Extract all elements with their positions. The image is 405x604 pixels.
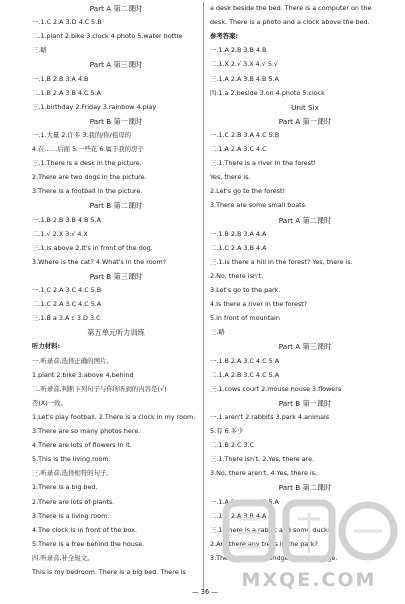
answer-line: 4.Is there a river in the forest? bbox=[210, 300, 308, 309]
answer-line: Yes, there is. bbox=[210, 173, 251, 182]
answer-line: 三.1.There isn't. 2.Yes, there are. bbox=[210, 455, 315, 464]
section-heading: Part B 第二课时 bbox=[278, 483, 332, 493]
section-heading: Part A 第一课时 bbox=[278, 116, 332, 126]
answer-line: 二.听录音,判断下列句子与你所听到的内容是(√) bbox=[32, 384, 167, 393]
answer-line: 2.There are lots of plants. bbox=[32, 497, 115, 506]
answer-line: 5.有 6.多少 bbox=[210, 427, 244, 435]
answer-line: 3.There is a living room. bbox=[32, 511, 110, 520]
answer-line: 二.1.X 2.√ 3.X 4.√ 5.√ bbox=[210, 60, 279, 69]
answer-line: 三.1.is above 2.It's in front of the dog. bbox=[32, 243, 153, 252]
answer-line: 一.1.aren't 2.rabbits 3.park 4.animals bbox=[210, 412, 330, 421]
answer-line: 一.1.大量 2.许多 3.我的/你/祖母的 bbox=[32, 130, 131, 139]
answer-line: 一.1.C 2.A 3.C 4.C 5.B bbox=[32, 286, 102, 294]
answer-line: desk. There is a photo and a clock above the bed. bbox=[210, 18, 370, 27]
answer-line: 二.1.plant 2.bike 3.clock 4.photo 5.water bottle bbox=[32, 32, 183, 41]
section-heading: Unit Six bbox=[291, 102, 319, 112]
answer-line: 一.1.B 2.A 3.C 4.C 5.A bbox=[210, 356, 280, 365]
answer-line: 2.Let's go to the forest! bbox=[210, 187, 286, 196]
answer-line: 三.1.cows court 2.mouse house 3.flowers bbox=[210, 384, 342, 393]
answer-line: 参考答案: bbox=[210, 32, 239, 41]
answer-line: 3.There are some small boats. bbox=[210, 201, 308, 210]
answer-line: 三.略 bbox=[32, 46, 47, 55]
column-divider bbox=[203, 2, 204, 590]
answer-line: 三.略 bbox=[210, 328, 225, 337]
answer-line: 4.There are lots of flowers in it. bbox=[32, 441, 132, 450]
answer-line: 三.1.birthday 2.Friday 3.rainbow 4.play bbox=[32, 102, 157, 111]
answer-line: 四.听录音,补全短文。 bbox=[32, 553, 94, 562]
answer-line: 三.1.Is there a hill in the forest? Yes, there is. bbox=[210, 257, 353, 266]
answer-line: 三.1.There is a rabbit and some ducks. bbox=[210, 525, 334, 534]
answer-line: 5.There is a tree behind the house. bbox=[32, 539, 145, 548]
answer-line: 1.plant 2.bike 3.above 4.behind bbox=[32, 370, 134, 379]
answer-line: 一.1.A 2.B 3.B 4.B bbox=[210, 46, 267, 55]
answer-line: 二.1.B 2.A 3.B 4.A bbox=[210, 511, 267, 520]
answer-line: 三.1.A 2.A 3.B 4.B 5.A bbox=[210, 74, 279, 83]
answer-line: This is my bedroom. There is a big bed. There is bbox=[32, 568, 186, 576]
answer-line: 1.There is a big bed. bbox=[32, 483, 98, 492]
answer-line: 二.1.C 2.A 3.B 4.A bbox=[210, 243, 267, 252]
answer-line: 三.1.There is a desk in the picture. bbox=[32, 159, 142, 168]
answer-line: 2.Are there any trees in the park? bbox=[210, 539, 318, 548]
answer-line: 一.1.B 2.B 3.A 4.B bbox=[32, 74, 89, 83]
answer-line: 三.听录音,选择相符的句子。 bbox=[32, 469, 113, 478]
section-heading: Part A 第二课时 bbox=[89, 4, 143, 13]
answer-line: 四.1.a 2.beside 3.on 4.photo 5.clock bbox=[210, 88, 325, 97]
answer-line: 3.There are so many photos here. bbox=[32, 427, 141, 435]
answer-line: 二.1.B 2.C 3.C bbox=[210, 441, 255, 450]
section-heading: Part A 第三课时 bbox=[89, 60, 143, 70]
answer-line: 5.This is the living room. bbox=[32, 455, 111, 464]
answer-line: 5.in front of mountain bbox=[210, 314, 280, 323]
answer-line: 二.1.C 2.A 3.C 4.C 5.A bbox=[32, 300, 102, 309]
section-heading: Part B 第二课时 bbox=[89, 201, 143, 211]
answer-line: 一.1.C 2.B 3.A 4.C 5.B bbox=[210, 130, 280, 139]
section-heading: Part A 第三课时 bbox=[278, 342, 332, 352]
answer-line: 4.The clock is in front of the box. bbox=[32, 525, 137, 534]
answer-line: 一.1.A 2.B 3.B 4.B 5.A bbox=[210, 497, 279, 506]
answer-line: 一.听录音,选择正确的图片。 bbox=[32, 356, 113, 365]
answer-line: a desk beside the bed. There is a computer on the bbox=[210, 4, 372, 12]
answer-line: 三.1.B a 3.A c 3.D 3.C bbox=[32, 314, 101, 323]
answer-line: 否(X)一致。 bbox=[32, 398, 67, 407]
answer-line: 3.There are some bridges in the village. bbox=[210, 553, 338, 562]
answer-line: 二.1.A 2.B 3.C 4.C 5.A bbox=[210, 370, 280, 379]
answer-line: 1.Let's play football. 2.There is a clock in my room. bbox=[32, 412, 196, 421]
section-heading: Part B 第三课时 bbox=[89, 271, 143, 281]
answer-line: 三.1.There is a river in the forest! bbox=[210, 159, 317, 168]
answer-line: 2.There are two dogs in the picture. bbox=[32, 173, 147, 182]
answer-line: 一.1.B 2.B 3.B 4.B 5.A bbox=[32, 215, 101, 224]
answer-line: 3.No, there aren't. 4.Yes, there is. bbox=[210, 469, 318, 478]
answer-line: 3.Let's go to the park. bbox=[210, 286, 281, 294]
section-heading: Part B 第一课时 bbox=[278, 398, 332, 408]
answer-line: 3.Where is the cat? 4.What's in the room? bbox=[32, 257, 167, 266]
section-heading: Part B 第一课时 bbox=[89, 116, 143, 126]
answer-line: 2.No, there isn't. bbox=[210, 271, 264, 280]
answer-line: 3.There is a football in the picture. bbox=[32, 187, 143, 196]
section-heading: 第五单元听力训练 bbox=[87, 328, 145, 338]
answer-line: 一.1.C 2.A 3.D 4.C 5.B bbox=[32, 18, 102, 27]
answer-line: 听力材料: bbox=[32, 342, 61, 351]
answer-line: 二.1.B 2.A 3.B 4.C 5.A bbox=[32, 88, 102, 97]
answer-line: 二.1.√ 2.X 3.√ 4.X bbox=[32, 229, 88, 238]
answer-line: 4.在……后面 5.一些花 6.属于我的房子 bbox=[32, 145, 144, 153]
page-number: — 36 — bbox=[192, 588, 218, 596]
answer-line: 二.1.A 2.A 3.C 4.C bbox=[210, 145, 267, 153]
section-heading: Part A 第二课时 bbox=[278, 215, 332, 225]
answer-line: 一.1.B 2.B 3.A 4.A bbox=[210, 229, 267, 238]
watermark-text: MXQE.COM bbox=[241, 569, 377, 591]
